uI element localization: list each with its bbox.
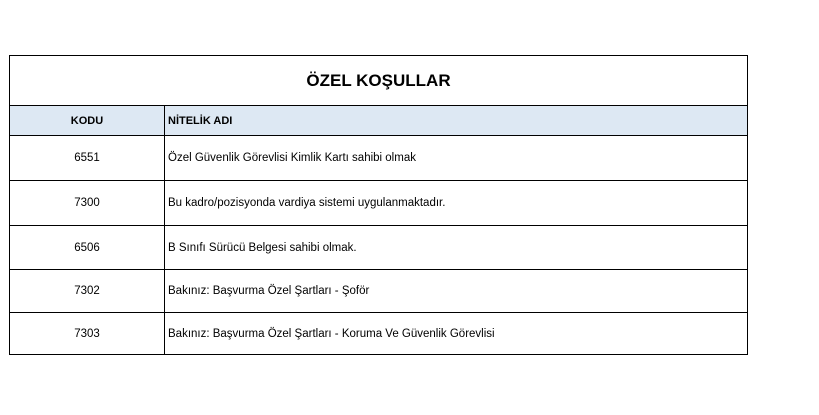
row-name-cell: B Sınıfı Sürücü Belgesi sahibi olmak.: [165, 226, 748, 270]
row-name-cell: Özel Güvenlik Görevlisi Kimlik Kartı sahibi olmak: [165, 136, 748, 181]
row-name-cell: Bu kadro/pozisyonda vardiya sistemi uygulanmaktadır.: [165, 181, 748, 226]
title-row: [10, 56, 748, 106]
row-name-cell: Bakınız: Başvurma Özel Şartları - Koruma Ve Güvenlik Görevlisi: [165, 313, 748, 355]
column-header-code: KODU: [10, 106, 165, 136]
row-code-cell: 6551: [10, 136, 165, 181]
table-row: [10, 270, 748, 313]
table-row: [10, 226, 748, 270]
row-code-cell: 7302: [10, 270, 165, 313]
table-row: [10, 181, 748, 226]
special-conditions-table: [9, 55, 748, 355]
row-code-cell: 6506: [10, 226, 165, 270]
row-code-cell: 7303: [10, 313, 165, 355]
table-row: [10, 313, 748, 355]
row-code-cell: 7300: [10, 181, 165, 226]
table-title: ÖZEL KOŞULLAR: [10, 56, 748, 106]
table-row: [10, 136, 748, 181]
header-row: [10, 106, 748, 136]
row-name-cell: Bakınız: Başvurma Özel Şartları - Şoför: [165, 270, 748, 313]
column-header-name: NİTELİK ADI: [165, 106, 748, 136]
